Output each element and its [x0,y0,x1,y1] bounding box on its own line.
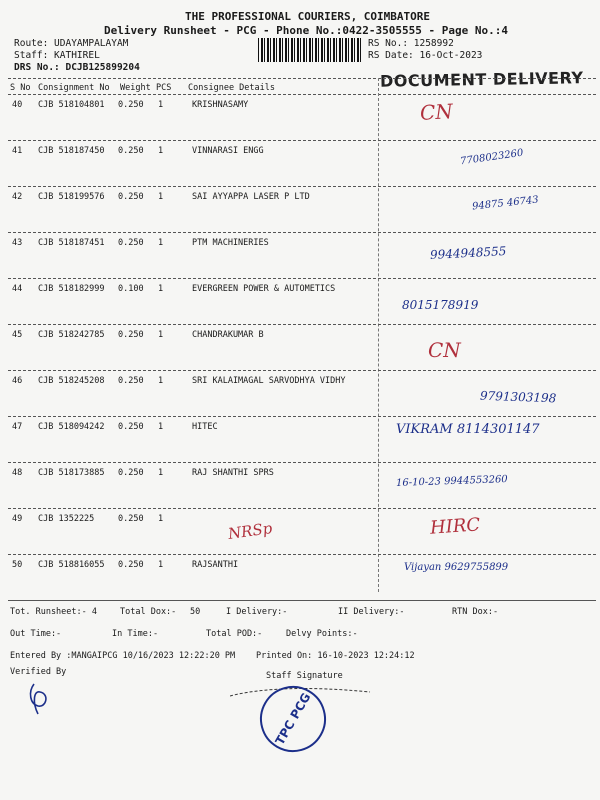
row-consignee: SRI KALAIMAGAL SARVODHYA VIDHY [192,376,346,386]
total-dox-label: Total Dox:- [120,607,177,617]
row-consignment: CJB 518245208 [38,376,105,386]
row-consignee: RAJSANTHI [192,560,239,570]
total-pod: Total POD:- [206,629,263,639]
row-consignment: CJB 518199576 [38,192,105,202]
row-pcs: 1 [158,238,164,248]
in-time: In Time:- [112,629,159,639]
total-dox-value: 50 [190,607,201,617]
handwritten-note-row-49: NRSp [226,519,274,543]
row-consignment: CJB 518182999 [38,284,105,294]
row-signature: 9791303198 [479,388,557,406]
footer-rule [8,600,596,601]
row-consignment: CJB 518242785 [38,330,105,340]
ii-delivery: II Delivery:- [338,607,405,617]
row-sno: 45 [12,330,23,340]
verified-by: Verified By [10,667,67,677]
row-pcs: 1 [158,422,164,432]
row-weight: 0.250 [118,330,144,340]
header-top-rule [8,78,596,79]
col-pcs: PCS [156,83,172,93]
row-separator [8,508,596,509]
i-delivery: I Delivery:- [226,607,288,617]
row-pcs: 1 [158,330,164,340]
row-separator [8,462,596,463]
col-consignment: Consignment No [38,83,110,93]
row-separator [8,416,596,417]
row-separator [8,324,596,325]
row-sno: 43 [12,238,23,248]
barcode-icon [258,38,362,62]
row-pcs: 1 [158,514,164,524]
row-signature: CN [419,99,454,125]
signature-column-divider [378,78,379,592]
row-consignment: CJB 518187450 [38,146,105,156]
col-sno: S No [10,83,31,93]
entered-by: Entered By :MANGAIPCG 10/16/2023 12:22:20 PM [10,651,236,661]
row-pcs: 1 [158,560,164,570]
row-separator [8,232,596,233]
row-weight: 0.250 [118,146,144,156]
row-separator [8,554,596,555]
row-weight: 0.250 [118,468,144,478]
row-weight: 0.250 [118,238,144,248]
row-signature: Vijayan 9629755899 [404,562,509,573]
row-sno: 49 [12,514,23,524]
row-consignee: KRISHNASAMY [192,100,249,110]
rtn-dox: RTN Dox:- [452,607,499,617]
verifier-signature-icon [24,680,58,720]
runsheet-title: Delivery Runsheet - PCG - Phone No.:0422-3505555 - Page No.:4 [104,24,508,37]
row-pcs: 1 [158,376,164,386]
company-round-stamp: TPC PCG [248,674,338,764]
row-weight: 0.250 [118,422,144,432]
header-bottom-rule [8,94,596,95]
document-delivery-stamp: DOCUMENT DELIVERY [379,68,584,91]
row-separator [8,278,596,279]
row-consignee: CHANDRAKUMAR B [192,330,264,340]
row-consignment: CJB 1352225 [38,514,95,524]
delvy-points: Delvy Points:- [286,629,358,639]
row-consignment: CJB 518187451 [38,238,105,248]
col-weight: Weight [120,83,151,93]
rs-number: RS No.: 1258992 [368,38,454,49]
row-pcs: 1 [158,192,164,202]
row-signature: 9944948555 [429,244,507,262]
row-separator [8,186,596,187]
row-signature: 7708023260 [459,147,525,168]
company-title: THE PROFESSIONAL COURIERS, COIMBATORE [185,10,431,23]
row-weight: 0.250 [118,514,144,524]
row-signature: 94875 46743 [471,194,540,213]
row-consignment: CJB 518816055 [38,560,105,570]
row-pcs: 1 [158,146,164,156]
row-consignment: CJB 518104801 [38,100,105,110]
row-sno: 47 [12,422,23,432]
row-weight: 0.250 [118,192,144,202]
tot-runsheet: Tot. Runsheet:- 4 [10,607,97,617]
row-consignee: HITEC [192,422,218,432]
row-sno: 40 [12,100,23,110]
staff-label: Staff: KATHIREL [14,50,100,61]
out-time: Out Time:- [10,629,62,639]
row-sno: 41 [12,146,23,156]
row-consignment: CJB 518094242 [38,422,105,432]
row-signature: CN [428,338,461,362]
row-weight: 0.100 [118,284,144,294]
row-weight: 0.250 [118,100,144,110]
row-sno: 42 [12,192,23,202]
staff-signature-label: Staff Signature [266,671,343,681]
row-sno: 46 [12,376,23,386]
row-consignee: RAJ SHANTHI SPRS [192,468,274,478]
row-weight: 0.250 [118,376,144,386]
row-signature: 8015178919 [402,298,479,312]
row-signature: HIRC [429,514,481,539]
col-details: Consignee Details [188,83,275,93]
printed-on: Printed On: 16-10-2023 12:24:12 [256,651,415,661]
row-sno: 48 [12,468,23,478]
row-consignee: PTM MACHINERIES [192,238,269,248]
row-pcs: 1 [158,468,164,478]
row-consignee: SAI AYYAPPA LASER P LTD [192,192,310,202]
row-signature: VIKRAM 8114301147 [396,422,540,437]
row-separator [8,370,596,371]
row-signature: 16-10-23 9944553260 [395,474,508,489]
row-sno: 50 [12,560,23,570]
row-sno: 44 [12,284,23,294]
rs-date: RS Date: 16-Oct-2023 [368,50,483,61]
row-separator [8,140,596,141]
row-consignee: EVERGREEN POWER & AUTOMETICS [192,284,336,294]
row-consignment: CJB 518173885 [38,468,105,478]
row-pcs: 1 [158,100,164,110]
row-pcs: 1 [158,284,164,294]
route-label: Route: UDAYAMPALAYAM [14,38,129,49]
drs-number: DRS No.: DCJB125899204 [14,62,140,73]
row-weight: 0.250 [118,560,144,570]
row-consignee: VINNARASI ENGG [192,146,264,156]
